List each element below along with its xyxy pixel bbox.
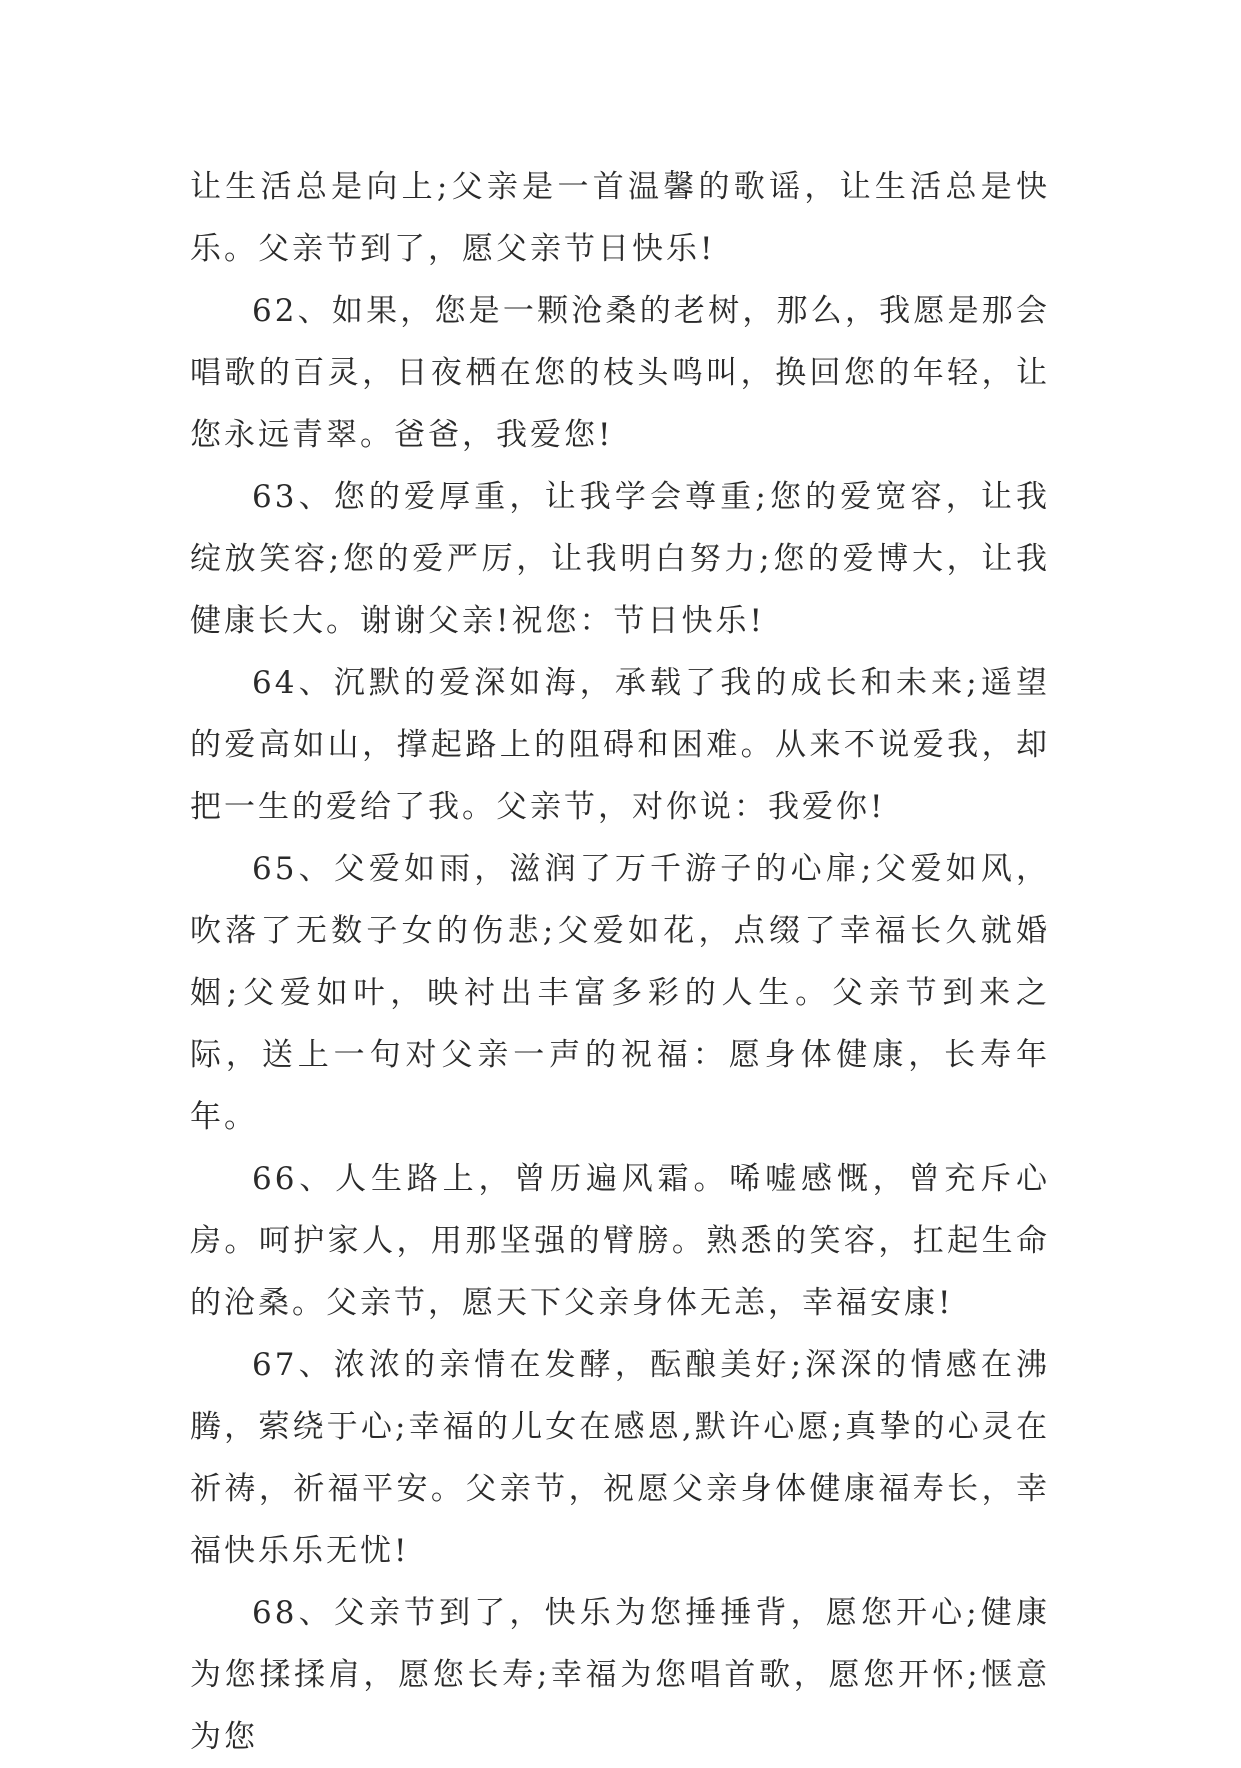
paragraph-68: 68、父亲节到了，快乐为您捶捶背，愿您开心;健康为您揉揉肩，愿您长寿;幸福为您唱首歌，愿您开怀;惬意为您 xyxy=(190,1595,1050,1755)
paragraph-64: 64、沉默的爱深如海，承载了我的成长和未来;遥望的爱高如山，撑起路上的阻碍和困难。从来不说爱我，却把一生的爱给了我。父亲节，对你说：我爱你! xyxy=(190,665,1050,825)
document-body xyxy=(190,156,1050,1768)
paragraph-66: 66、人生路上，曾历遍风霜。唏嘘感慨，曾充斥心房。呵护家人，用那坚强的臂膀。熟悉的笑容，扛起生命的沧桑。父亲节，愿天下父亲身体无恙，幸福安康! xyxy=(190,1161,1050,1321)
paragraph-65: 65、父爱如雨，滋润了万千游子的心扉;父爱如风，吹落了无数子女的伤悲;父爱如花，点缀了幸福长久就婚姻;父爱如叶，映衬出丰富多彩的人生。父亲节到来之际，送上一句对父亲一声的祝福：愿身体健康，长寿年年。 xyxy=(190,851,1050,1135)
paragraph-continued: 让生活总是向上;父亲是一首温馨的歌谣，让生活总是快乐。父亲节到了，愿父亲节日快乐! xyxy=(190,169,1050,267)
paragraph-62: 62、如果，您是一颗沧桑的老树，那么，我愿是那会唱歌的百灵，日夜栖在您的枝头鸣叫，换回您的年轻，让您永远青翠。爸爸，我爱您! xyxy=(190,293,1050,453)
paragraph-63: 63、您的爱厚重，让我学会尊重;您的爱宽容，让我绽放笑容;您的爱严厉，让我明白努力;您的爱博大，让我健康长大。谢谢父亲!祝您：节日快乐! xyxy=(190,479,1050,639)
paragraph-67: 67、浓浓的亲情在发酵，酝酿美好;深深的情感在沸腾，萦绕于心;幸福的儿女在感恩,默许心愿;真挚的心灵在祈祷，祈福平安。父亲节，祝愿父亲身体健康福寿长，幸福快乐乐无忧! xyxy=(190,1347,1050,1569)
